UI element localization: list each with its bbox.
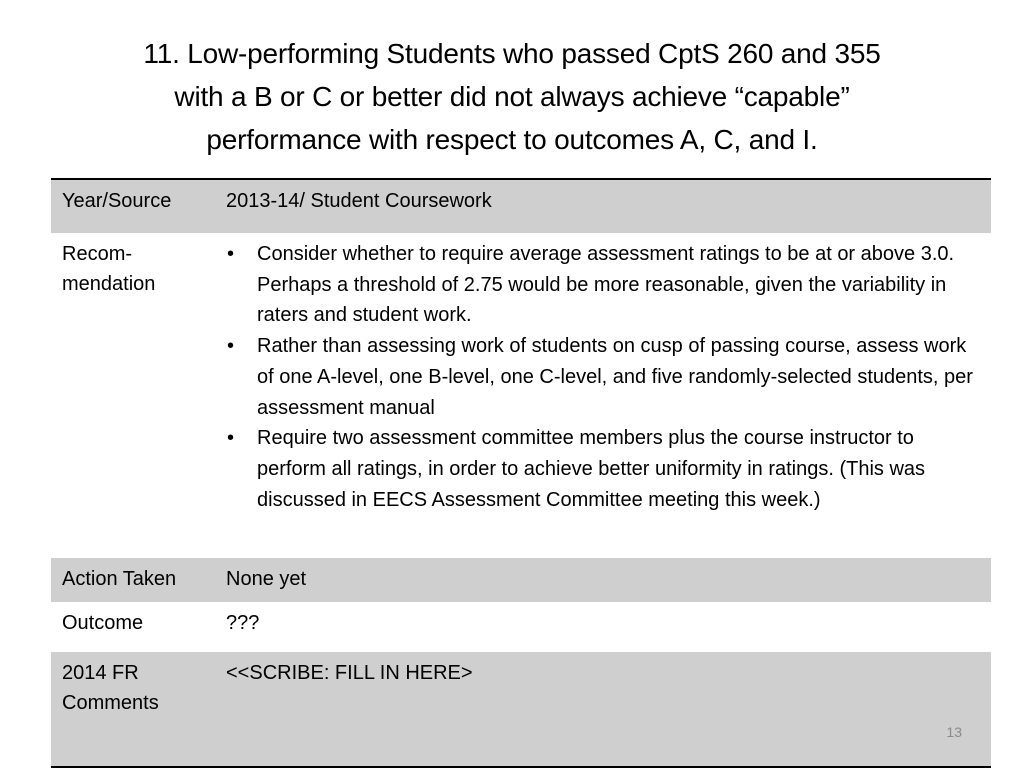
page-number: 13 — [946, 724, 962, 740]
recommendation-item: • Rather than assessing work of students on cusp of passing course, assess work of one A-level, one B-level, one C-level, and five randomly-selected students, per assessment manual — [226, 331, 983, 423]
outcome-value: ??? — [216, 602, 991, 652]
title-line-2: with a B or C or better did not always achieve “capable” — [174, 81, 850, 112]
title-line-1: 11. Low-performing Students who passed CptS 260 and 355 — [143, 38, 881, 69]
outcome-label: Outcome — [51, 602, 216, 652]
table-row-comments — [51, 652, 991, 767]
recommendation-value — [216, 233, 991, 558]
title-line-3: performance with respect to outcomes A, C, and I. — [206, 124, 818, 155]
comments-label-line-1: 2014 FR — [62, 662, 139, 684]
slide-title — [40, 32, 984, 161]
comments-label-line-2: Comments — [62, 692, 159, 714]
comments-value: <<SCRIBE: FILL IN HERE> — [216, 652, 991, 767]
recommendation-list — [226, 239, 983, 515]
action-taken-value: None yet — [216, 558, 991, 602]
info-table — [51, 178, 991, 768]
recommendation-label-line-1: Recom- — [62, 243, 133, 265]
recommendation-item: • Consider whether to require average assessment ratings to be at or above 3.0. Perhaps a threshold of 2.75 would be more reasonable, given the variability in raters and student work. — [226, 239, 983, 331]
table-row-outcome — [51, 602, 991, 652]
comments-label — [51, 652, 216, 767]
table-row-recommendation — [51, 233, 991, 558]
recommendation-label-line-2: mendation — [62, 273, 156, 295]
year-source-label: Year/Source — [51, 179, 216, 233]
year-source-value: 2013-14/ Student Coursework — [216, 179, 991, 233]
recommendation-item: • Require two assessment committee members plus the course instructor to perform all ratings, in order to achieve better uniformity in ratings. (This was discussed in EECS Assessment Committee meeting this week.) — [226, 423, 983, 515]
action-taken-label: Action Taken — [51, 558, 216, 602]
recommendation-label — [51, 233, 216, 558]
table-row-year-source — [51, 179, 991, 233]
table-row-action-taken — [51, 558, 991, 602]
